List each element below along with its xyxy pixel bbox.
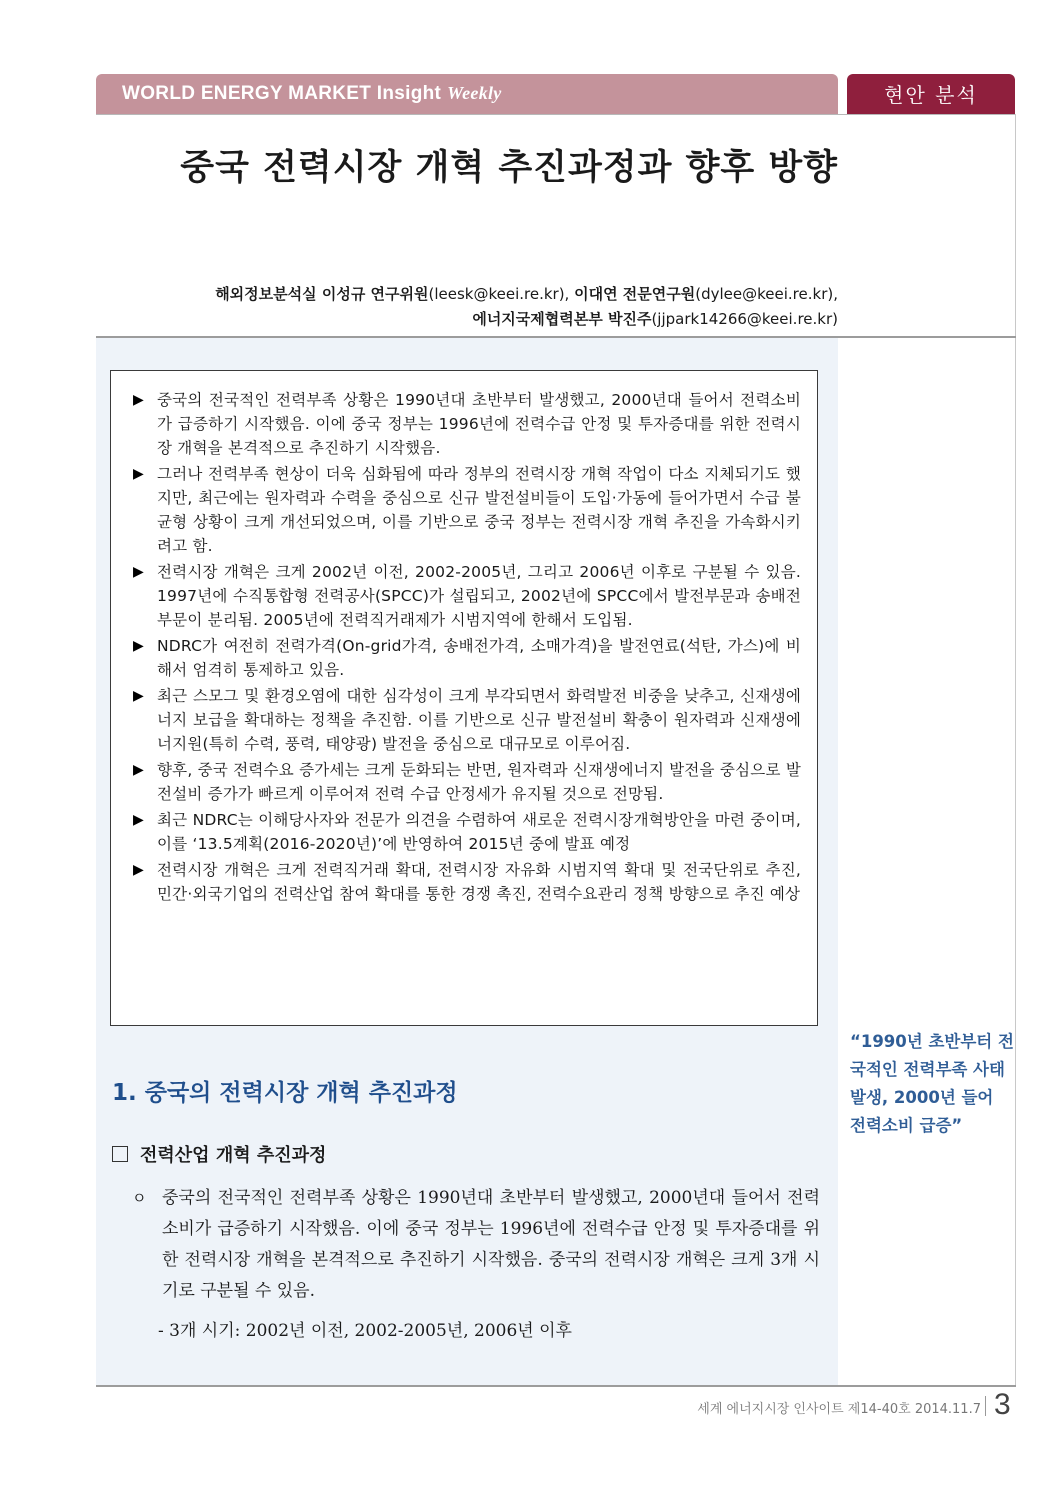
- author-line-1: [96, 282, 838, 307]
- footer-separator: [985, 1396, 986, 1416]
- triangle-bullet-icon: ▶: [133, 392, 144, 408]
- triangle-bullet-icon: ▶: [133, 466, 144, 482]
- header-bar: [96, 74, 838, 114]
- summary-text: 향후, 중국 전력수요 증가세는 크게 둔화되는 반면, 원자력과 신재생에너지 발전을 중심으로 발전설비 증가가 빠르게 이루어져 전력 수급 안정세가 유지될 것으로 전망됨.: [157, 761, 801, 803]
- summary-item: [133, 684, 801, 756]
- summary-item: [133, 634, 801, 682]
- summary-item: [133, 758, 801, 806]
- body-text: 중국의 전국적인 전력부족 상황은 1990년대 초반부터 발생했고, 2000년대 들어서 전력소비가 급증하기 시작했음. 이에 중국 정부는 1996년에 전력수급 안정 및 투자증대를 위한 전력시장 개혁을 본격적으로 추진하기 시작했음. 중국의 전력시장 개혁은 크게 3개 시기로 구분될 수 있음.: [162, 1188, 820, 1301]
- summary-text: 전력시장 개혁은 크게 2002년 이전, 2002-2005년, 그리고 2006년 이후로 구분될 수 있음. 1997년에 수직통합형 전력공사(SPCC)가 설립되고, 2002년에 SPCC에서 발전부문과 송배전부문이 분리됨. 2005년에 전력직거래제가 시범지역에 한해서 도입됨.: [157, 563, 801, 629]
- summary-box: [110, 370, 818, 1026]
- author-2: 이대연 전문연구원: [574, 285, 696, 303]
- triangle-bullet-icon: ▶: [133, 862, 144, 878]
- section-tag: 현안 분석: [847, 74, 1015, 114]
- top-divider: [96, 114, 1016, 115]
- author-1-email: (leesk@keei.re.kr),: [428, 285, 575, 303]
- subsection-title: 전력산업 개혁 추진과정: [140, 1145, 327, 1166]
- triangle-bullet-icon: ▶: [133, 564, 144, 580]
- author-3: 에너지국제협력본부 박진주: [472, 310, 652, 328]
- author-block: [96, 282, 838, 332]
- brand-name: WORLD ENERGY MARKET Insight: [122, 83, 442, 104]
- triangle-bullet-icon: ▶: [133, 812, 144, 828]
- summary-text: 최근 NDRC는 이해당사자와 전문가 의견을 수렴하여 새로운 전력시장개혁방안을 마련 중이며, 이를 ‘13.5계획(2016-2020년)’에 반영하여 2015년 중에 발표 예정: [157, 811, 801, 853]
- sub-item: - 3개 시기: 2002년 이전, 2002-2005년, 2006년 이후: [158, 1321, 572, 1341]
- summary-text: 중국의 전국적인 전력부족 상황은 1990년대 초반부터 발생했고, 2000년대 들어서 전력소비가 급증하기 시작했음. 이에 중국 정부는 1996년에 전력수급 안정 및 투자증대를 위한 전력시장 개혁을 본격적으로 추진하기 시작했음.: [157, 391, 801, 457]
- body-paragraph: [130, 1183, 820, 1307]
- triangle-bullet-icon: ▶: [133, 688, 144, 704]
- summary-text: 최근 스모그 및 환경오염에 대한 심각성이 크게 부각되면서 화력발전 비중을 낮추고, 신재생에너지 보급을 확대하는 정책을 추진함. 이를 기반으로 신규 발전설비 확충이 원자력과 신재생에너지원(특히 수력, 풍력, 태양광) 발전을 중심으로 대규모로 이루어짐.: [157, 687, 801, 753]
- margin-divider: [1015, 114, 1016, 1386]
- summary-text: 전력시장 개혁은 크게 전력직거래 확대, 전력시장 자유화 시범지역 확대 및 전국단위로 추진, 민간·외국기업의 전력산업 참여 확대를 통한 경쟁 촉진, 전력수요관리 정책 방향으로 추진 예상: [157, 861, 801, 903]
- page-number: 3: [994, 1388, 1011, 1421]
- author-line-2: [96, 307, 838, 332]
- summary-item: [133, 388, 801, 460]
- brand-weekly: Weekly: [447, 83, 502, 103]
- brand-logo: [122, 83, 502, 105]
- summary-text: 그러나 전력부족 현상이 더욱 심화됨에 따라 정부의 전력시장 개혁 작업이 다소 지체되기도 했지만, 최근에는 원자력과 수력을 중심으로 신규 발전설비들이 도입·가동에 들어가면서 수급 불균형 상황이 크게 개선되었으며, 이를 기반으로 중국 정부는 전력시장 개혁 추진을 가속화시키려고 함.: [157, 465, 801, 555]
- circle-bullet-icon: ㅇ: [132, 1189, 147, 1207]
- summary-text: NDRC가 여전히 전력가격(On-grid가격, 송배전가격, 소매가격)을 발전연료(석탄, 가스)에 비해서 엄격히 통제하고 있음.: [157, 637, 801, 679]
- summary-item: [133, 462, 801, 558]
- summary-item: [133, 858, 801, 906]
- author-3-email: (jjpark14266@keei.re.kr): [651, 310, 838, 328]
- summary-item: [133, 808, 801, 856]
- author-2-email: (dylee@keei.re.kr),: [695, 285, 838, 303]
- footer-publication: 세계 에너지시장 인사이트 제14-40호 2014.11.7: [697, 1402, 981, 1417]
- page-title: 중국 전력시장 개혁 추진과정과 향후 방향: [180, 148, 838, 188]
- section-heading: 1. 중국의 전력시장 개혁 추진과정: [112, 1080, 458, 1106]
- author-1: 해외정보분석실 이성규 연구위원: [215, 285, 429, 303]
- triangle-bullet-icon: ▶: [133, 638, 144, 654]
- footer-divider: [96, 1385, 1016, 1387]
- triangle-bullet-icon: ▶: [133, 762, 144, 778]
- subsection-heading: [112, 1141, 326, 1167]
- checkbox-square-icon: [112, 1146, 128, 1162]
- summary-item: [133, 560, 801, 632]
- pull-quote: “1990년 초반부터 전국적인 전력부족 사태 발생, 2000년 들어 전력소비 급증”: [850, 1032, 1014, 1135]
